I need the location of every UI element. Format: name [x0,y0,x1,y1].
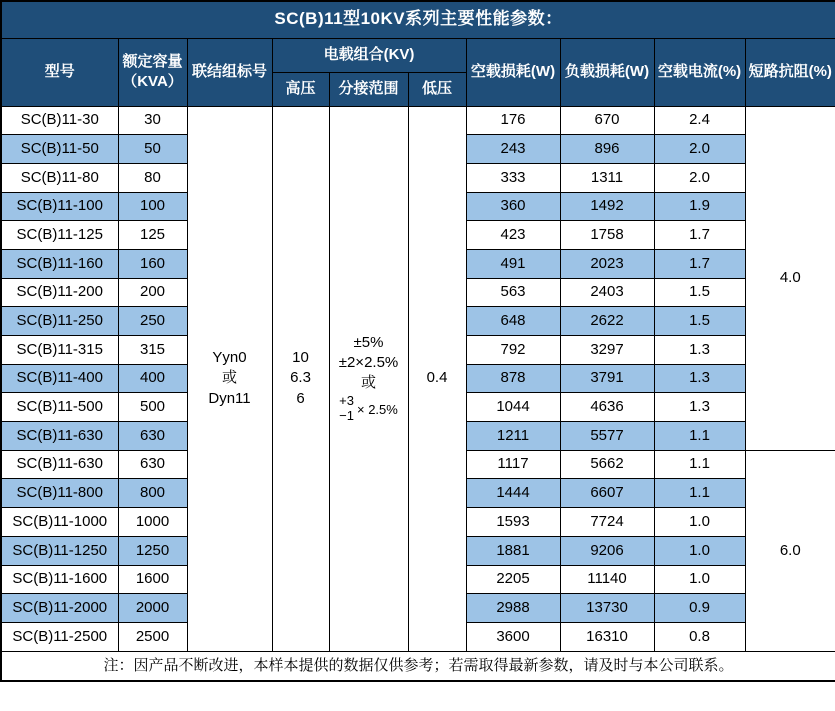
col-header-load-combo: 电载组合(KV) [272,38,466,72]
load-loss-cell: 2403 [560,278,654,307]
col-header-tap-range: 分接范围 [329,72,408,106]
footer-note: 注：因产品不断改进，本样本提供的数据仅供参考；若需取得最新参数，请及时与本公司联系。 [1,651,835,681]
model-cell: SC(B)11-200 [1,278,118,307]
no-load-loss-cell: 2988 [466,594,560,623]
capacity-cell: 1600 [118,565,187,594]
capacity-cell: 630 [118,450,187,479]
no-load-loss-cell: 333 [466,163,560,192]
capacity-cell: 30 [118,106,187,135]
col-header-model: 型号 [1,38,118,106]
no-load-current-cell: 1.3 [654,393,745,422]
load-loss-cell: 11140 [560,565,654,594]
capacity-cell: 100 [118,192,187,221]
tap-range-cell [329,106,408,651]
model-cell: SC(B)11-2000 [1,594,118,623]
connection-group-cell [187,106,272,651]
high-voltage-cell [272,106,329,651]
high-voltage-line: 6 [296,389,305,407]
load-loss-cell: 2023 [560,249,654,278]
capacity-cell: 50 [118,135,187,164]
col-header-no-load-loss: 空载损耗(W) [466,38,560,106]
col-header-low-voltage: 低压 [408,72,466,106]
no-load-loss-cell: 360 [466,192,560,221]
capacity-header-line1: 额定容量 [122,52,183,70]
capacity-cell: 125 [118,221,187,250]
model-cell: SC(B)11-1000 [1,508,118,537]
no-load-loss-cell: 648 [466,307,560,336]
capacity-cell: 800 [118,479,187,508]
title-row [1,1,835,38]
col-header-high-voltage: 高压 [272,72,329,106]
table-row [1,106,835,135]
no-load-current-cell: 1.7 [654,249,745,278]
no-load-loss-cell: 878 [466,364,560,393]
load-loss-cell: 670 [560,106,654,135]
load-loss-cell: 9206 [560,536,654,565]
model-cell: SC(B)11-315 [1,336,118,365]
capacity-cell: 250 [118,307,187,336]
tap-fraction-stack [339,394,354,424]
no-load-loss-cell: 423 [466,221,560,250]
tap-fraction-suffix: × 2.5% [356,401,398,417]
capacity-cell: 2000 [118,594,187,623]
capacity-cell: 200 [118,278,187,307]
load-loss-cell: 1758 [560,221,654,250]
no-load-loss-cell: 1044 [466,393,560,422]
no-load-current-cell: 1.7 [654,221,745,250]
no-load-loss-cell: 1444 [466,479,560,508]
capacity-cell: 1250 [118,536,187,565]
no-load-loss-cell: 563 [466,278,560,307]
tap-fraction-top: +3 [339,393,354,409]
capacity-cell: 2500 [118,622,187,651]
load-loss-cell: 1311 [560,163,654,192]
connection-line: Yyn0 [212,349,247,367]
load-loss-cell: 3297 [560,336,654,365]
low-voltage-cell: 0.4 [408,106,466,651]
no-load-loss-cell: 1593 [466,508,560,537]
capacity-cell: 500 [118,393,187,422]
model-cell: SC(B)11-1600 [1,565,118,594]
no-load-current-cell: 1.0 [654,508,745,537]
tap-fraction [332,394,406,424]
no-load-loss-cell: 243 [466,135,560,164]
no-load-current-cell: 2.0 [654,135,745,164]
no-load-current-cell: 1.3 [654,364,745,393]
model-cell: SC(B)11-160 [1,249,118,278]
load-loss-cell: 5662 [560,450,654,479]
load-loss-cell: 13730 [560,594,654,623]
no-load-loss-cell: 176 [466,106,560,135]
no-load-current-cell: 1.0 [654,565,745,594]
model-cell: SC(B)11-125 [1,221,118,250]
no-load-current-cell: 1.1 [654,422,745,451]
col-header-load-loss: 负载损耗(W) [560,38,654,106]
header-row-1 [1,38,835,72]
no-load-current-cell: 1.1 [654,450,745,479]
tap-range-line: 或 [360,374,376,392]
no-load-loss-cell: 491 [466,249,560,278]
connection-line: Dyn11 [208,389,251,407]
load-loss-cell: 3791 [560,364,654,393]
col-header-connection-group: 联结组标号 [187,38,272,106]
footer-row [1,651,835,681]
no-load-loss-cell: 1211 [466,422,560,451]
tap-range-line: ±2×2.5% [338,353,399,371]
no-load-current-cell: 2.0 [654,163,745,192]
load-loss-cell: 5577 [560,422,654,451]
impedance-cell: 4.0 [745,106,835,450]
col-header-capacity [118,38,187,106]
capacity-cell: 1000 [118,508,187,537]
capacity-header-line2: （KVA） [122,73,183,90]
no-load-current-cell: 1.1 [654,479,745,508]
model-cell: SC(B)11-400 [1,364,118,393]
load-loss-cell: 2622 [560,307,654,336]
model-cell: SC(B)11-1250 [1,536,118,565]
capacity-cell: 80 [118,163,187,192]
no-load-loss-cell: 1881 [466,536,560,565]
capacity-cell: 400 [118,364,187,393]
model-cell: SC(B)11-630 [1,422,118,451]
no-load-current-cell: 1.9 [654,192,745,221]
high-voltage-line: 6.3 [290,369,311,387]
no-load-current-cell: 1.0 [654,536,745,565]
load-loss-cell: 16310 [560,622,654,651]
no-load-loss-cell: 792 [466,336,560,365]
col-header-no-load-current: 空载电流(%) [654,38,745,106]
high-voltage-line: 10 [292,349,309,367]
model-cell: SC(B)11-630 [1,450,118,479]
no-load-current-cell: 1.5 [654,278,745,307]
no-load-current-cell: 0.8 [654,622,745,651]
load-loss-cell: 896 [560,135,654,164]
impedance-cell: 6.0 [745,450,835,651]
no-load-current-cell: 1.3 [654,336,745,365]
no-load-loss-cell: 3600 [466,622,560,651]
load-loss-cell: 1492 [560,192,654,221]
no-load-loss-cell: 1117 [466,450,560,479]
load-loss-cell: 7724 [560,508,654,537]
no-load-loss-cell: 2205 [466,565,560,594]
no-load-current-cell: 2.4 [654,106,745,135]
model-cell: SC(B)11-30 [1,106,118,135]
tap-fraction-bottom: −1 [339,408,354,424]
page-title: SC(B)11型10KV系列主要性能参数： [1,1,835,38]
capacity-cell: 160 [118,249,187,278]
capacity-cell: 315 [118,336,187,365]
model-cell: SC(B)11-800 [1,479,118,508]
model-cell: SC(B)11-2500 [1,622,118,651]
no-load-current-cell: 1.5 [654,307,745,336]
model-cell: SC(B)11-80 [1,163,118,192]
no-load-current-cell: 0.9 [654,594,745,623]
model-cell: SC(B)11-50 [1,135,118,164]
connection-line: 或 [221,369,237,387]
model-cell: SC(B)11-250 [1,307,118,336]
model-cell: SC(B)11-100 [1,192,118,221]
model-cell: SC(B)11-500 [1,393,118,422]
tap-range-line: ±5% [353,333,384,351]
load-loss-cell: 6607 [560,479,654,508]
load-loss-cell: 4636 [560,393,654,422]
capacity-cell: 630 [118,422,187,451]
col-header-impedance: 短路抗阻(%) [745,38,835,106]
